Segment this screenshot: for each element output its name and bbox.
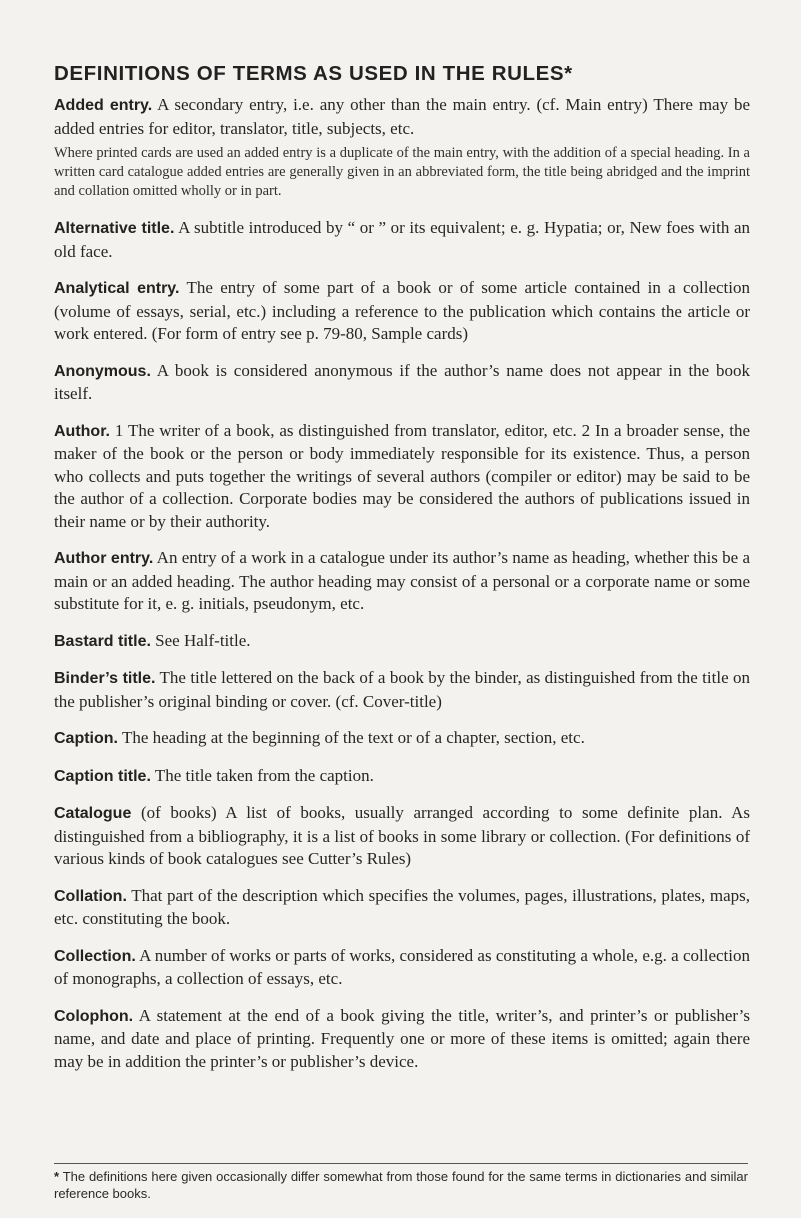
term: Binder’s title. bbox=[54, 670, 156, 687]
definition-text: A statement at the end of a book giving the title, writer’s, and printer’s or publisher’s name, and date and place of printing. Frequently one or more of these items is omitted; again there may be in addition the printer’s or publisher’s device. bbox=[54, 1005, 751, 1071]
definition-text: The title taken from the caption. bbox=[154, 765, 374, 785]
definition-catalogue bbox=[54, 802, 750, 871]
term: Analytical entry. bbox=[54, 280, 180, 297]
term: Author. bbox=[54, 422, 110, 440]
term: Anonymous. bbox=[54, 362, 151, 380]
definition-text: A book is considered anonymous if the author’s name does not appear in the book itself. bbox=[54, 360, 750, 403]
term: Caption title. bbox=[54, 767, 151, 785]
term: Bastard title. bbox=[54, 632, 151, 650]
definition-text: (of books) A list of books, usually arranged according to some definite plan. As distinguished from a bibliography, it is a list of books in some library or collection. (For definitions of various kinds of book catalogues see Cutter’s Rules) bbox=[54, 803, 750, 868]
page-title: DEFINITIONS OF TERMS AS USED IN THE RULES* bbox=[54, 62, 573, 85]
definition-text: 1 The writer of a book, as distinguished from translator, editor, etc. 2 In a broader sense, the maker of the book or the person or body immediately responsible for its existence. Thus, a person who collects and puts together the writings of several authors (compiler or editor) may be said to be the author of a collection. Corporate bodies may be considered the authors of publications issued in their name or by their authority. bbox=[54, 420, 751, 531]
definition-text: That part of the description which specifies the volumes, pages, illustrations, plates, maps, etc. constituting the book. bbox=[54, 885, 750, 928]
definition-author bbox=[54, 420, 750, 534]
added-entry-note: Where printed cards are used an added entry is a duplicate of the main entry, with the addition of a special heading. In a written card catalogue added entries are generally given in an abbreviated form, the title being abridged and the imprint and collation omitted wholly or in part. bbox=[54, 145, 750, 199]
definition-text: An entry of a work in a catalogue under its author’s name as heading, whether this be a main or an added heading. The author heading may consist of a personal or a corporate name or some substitute for it, e. g. initials, pseudonym, etc. bbox=[54, 548, 751, 613]
definition-collection bbox=[54, 945, 750, 991]
term: Collection. bbox=[54, 947, 136, 965]
definition-text: A secondary entry, i.e. any other than the main entry. (cf. Main entry) There may be added entries for editor, translator, title, subjects, etc. bbox=[54, 95, 750, 138]
definition-author-entry bbox=[54, 547, 750, 616]
definition-caption bbox=[54, 727, 750, 751]
definition-text: A subtitle introduced by “ or ” or its equivalent; e. g. Hypatia; or, New foes with an old face. bbox=[54, 218, 750, 261]
definition-colophon bbox=[54, 1005, 750, 1074]
footnote bbox=[54, 1168, 748, 1202]
definition-text: A number of works or parts of works, considered as constituting a whole, e.g. a collection of monographs, a collection of essays, etc. bbox=[54, 945, 750, 988]
definition-text: The heading at the beginning of the text or of a chapter, section, etc. bbox=[121, 728, 585, 747]
term: Collation. bbox=[54, 887, 127, 905]
definition-text: See Half-title. bbox=[155, 630, 251, 650]
definition-alternative-title bbox=[54, 217, 750, 263]
term: Alternative title. bbox=[54, 220, 175, 237]
footnote-divider bbox=[54, 1163, 748, 1164]
definition-anonymous bbox=[54, 360, 750, 406]
definition-collation bbox=[54, 885, 750, 931]
definition-caption-title bbox=[54, 765, 750, 789]
definition-analytical-entry bbox=[54, 277, 750, 346]
definitions-list bbox=[54, 94, 750, 1087]
term: Colophon. bbox=[54, 1007, 134, 1025]
footnote-text: The definitions here given occasionally differ somewhat from those found for the same terms in dictionaries and similar reference books. bbox=[54, 1169, 748, 1201]
definition-bastard-title bbox=[54, 630, 750, 654]
definition-binders-title bbox=[54, 667, 750, 713]
definition-text: The entry of some part of a book or of some article contained in a collection (volume of essays, serial, etc.) including a reference to the publication which contains the article or work entered. (For form of entry see p. 79-80, Sample cards) bbox=[54, 278, 750, 343]
definition-text: The title lettered on the back of a book by the binder, as distinguished from the title on the publisher’s original binding or cover. (cf. Cover-title) bbox=[54, 668, 750, 711]
definition-added-entry bbox=[54, 94, 750, 140]
footnote-marker: * bbox=[54, 1169, 60, 1184]
term: Catalogue bbox=[54, 805, 132, 822]
term: Caption. bbox=[54, 730, 118, 747]
term: Added entry. bbox=[54, 97, 153, 114]
term: Author entry. bbox=[54, 550, 154, 567]
